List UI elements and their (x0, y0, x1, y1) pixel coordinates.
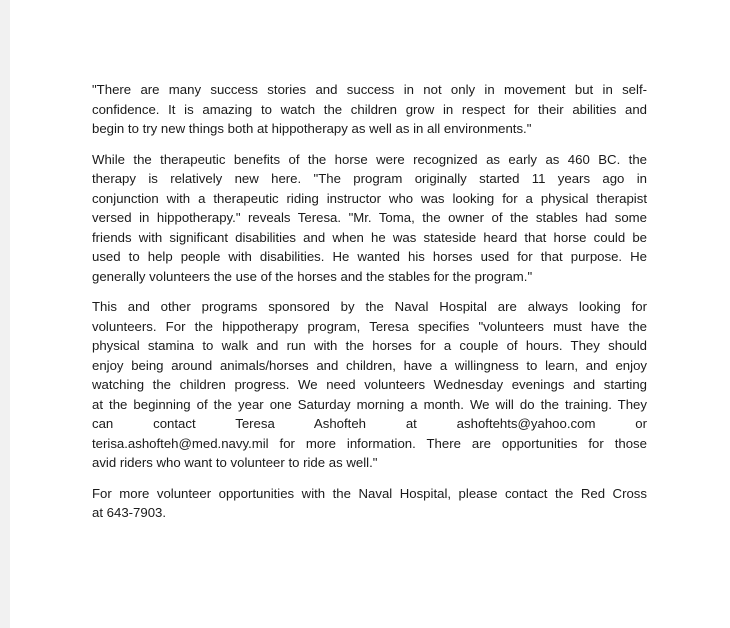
text-line: avid riders who want to volunteer to ride as well." (92, 455, 378, 470)
paragraph-volunteers (92, 297, 647, 473)
paragraph-success-stories (92, 80, 647, 139)
text-line: terisa.ashofteh@med.navy.mil for more information. There are opportunities for those (92, 435, 647, 451)
text-line: watching the children progress. We need volunteers Wednesday evenings and starting (92, 377, 647, 392)
text-line: therapy is relatively new here. "The program originally started 11 years ago in (92, 171, 647, 186)
document-page (10, 0, 730, 628)
text-line: "There are many success stories and success in not only in movement but in self- (92, 82, 647, 97)
text-line: used to help people with disabilities. He wanted his horses used for that purpose. He (92, 249, 647, 264)
text-line: conjunction with a therapeutic riding instructor who was looking for a physical therapist (92, 190, 647, 206)
text-line: begin to try new things both at hippotherapy as well as in all environments." (92, 121, 532, 136)
contact-line: can contact Teresa Ashofteh at ashoftehts@yahoo.com or (92, 416, 647, 431)
text-line: For more volunteer opportunities with the Naval Hospital, please contact the Red Cross (92, 485, 647, 501)
text-line: at the beginning of the year one Saturday morning a month. We will do the training. They (92, 396, 647, 412)
text-line: generally volunteers the use of the horses and the stables for the program." (92, 268, 533, 284)
text-line: at 643-7903. (92, 505, 167, 520)
paragraph-red-cross (92, 484, 647, 523)
text-line: This and other programs sponsored by the Naval Hospital are always looking for (92, 299, 647, 314)
text-line: versed in hippotherapy." reveals Teresa. "Mr. Toma, the owner of the stables had some (92, 210, 647, 225)
text-line: friends with significant disabilities and when he was stateside heard that horse could be (92, 229, 647, 245)
text-line: confidence. It is amazing to watch the children grow in respect for their abilities and (92, 101, 647, 117)
text-line: While the therapeutic benefits of the horse were recognized as early as 460 BC. the (92, 151, 647, 167)
text-line: volunteers. For the hippotherapy program, Teresa specifies "volunteers must have the (92, 318, 647, 334)
text-line: enjoy being around animals/horses and children, have a willingness to learn, and enjoy (92, 357, 647, 373)
text-line: physical stamina to walk and run with the horses for a couple of hours. They should (92, 338, 647, 353)
paragraph-therapy-history (92, 150, 647, 287)
article-body (92, 80, 647, 534)
